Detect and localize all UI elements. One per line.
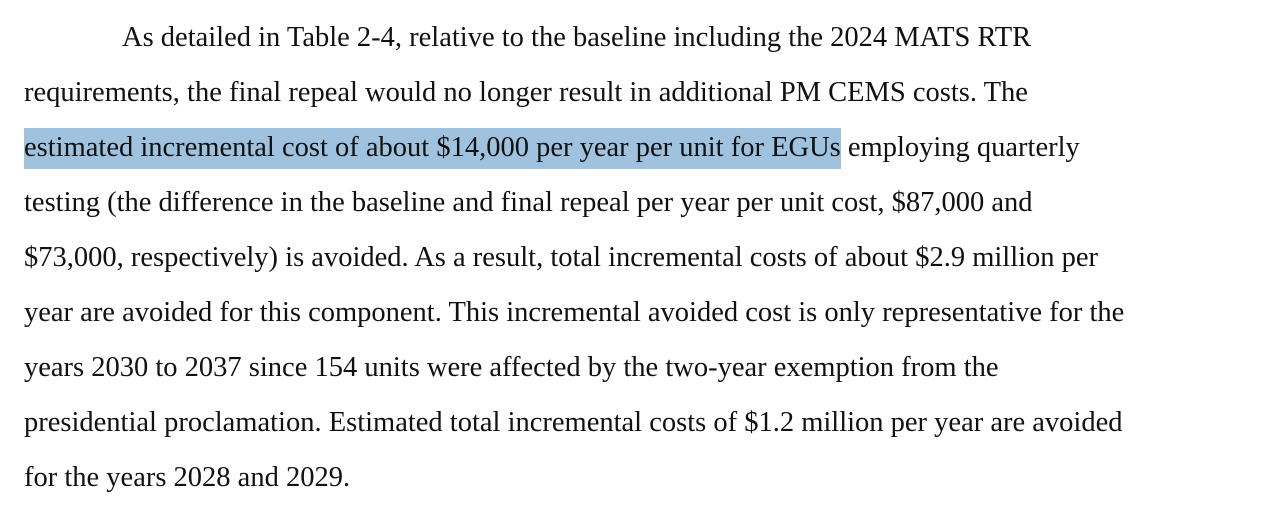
paragraph-line-4: testing (the difference in the baseline and final repeal per year per unit cost, $87,000 and — [24, 187, 1033, 218]
paragraph-line-3-rest: employing quarterly — [840, 132, 1080, 163]
selected-text-highlight[interactable]: estimated incremental cost of about $14,000 per year per unit for EGUs — [24, 128, 841, 169]
paragraph-line-6: year are avoided for this component. This incremental avoided cost is only representative for the — [24, 297, 1125, 328]
paragraph-line-5: $73,000, respectively) is avoided. As a result, total incremental costs of about $2.9 million per — [24, 242, 1099, 273]
paragraph-line-9: for the years 2028 and 2029. — [24, 462, 351, 493]
paragraph-line-7: years 2030 to 2037 since 154 units were affected by the two-year exemption from the — [24, 352, 999, 383]
paragraph-line-2: requirements, the final repeal would no longer result in additional PM CEMS costs. The — [24, 77, 1028, 108]
paragraph-line-3 — [24, 130, 1080, 166]
paragraph-line-1: As detailed in Table 2-4, relative to the baseline including the 2024 MATS RTR — [122, 22, 1032, 53]
paragraph-line-8: presidential proclamation. Estimated total incremental costs of $1.2 million per year are avoided — [24, 407, 1123, 438]
